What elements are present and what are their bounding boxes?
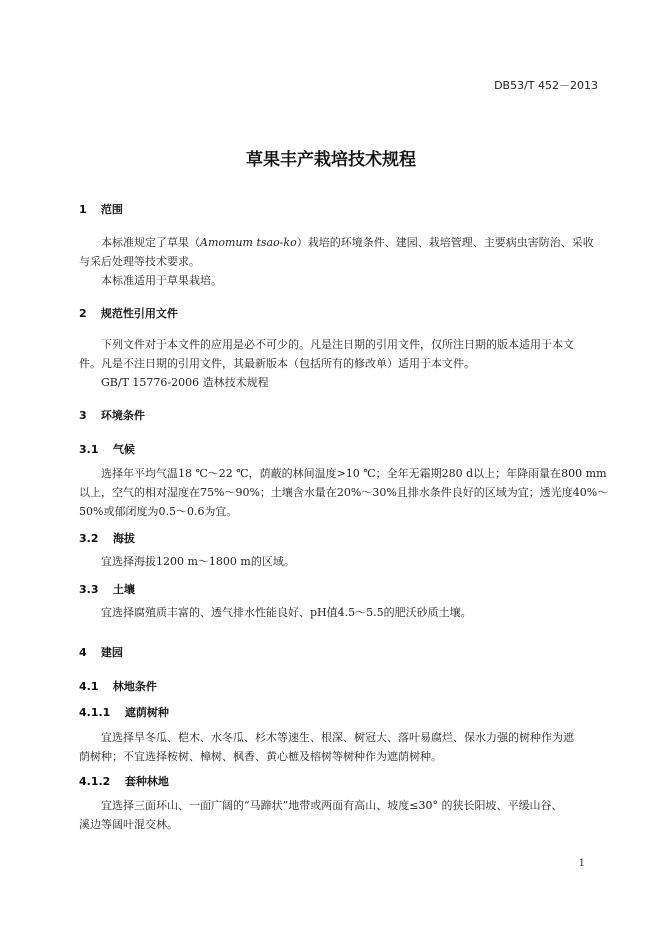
page-number: 1: [578, 858, 585, 869]
text-line: 与采后处理等技术要求。: [79, 255, 200, 268]
text-line: 宜选择三面环山、一面广阔的“马蹄状”地带或两面有高山、坡度≤30° 的狭长阳坡、平缓山谷、: [101, 799, 563, 812]
text-line: 50%或郁闭度为0.5～0.6为宜。: [79, 505, 238, 518]
section-4-heading: [79, 644, 123, 660]
section-3-1-heading: [79, 441, 135, 457]
section-title: 规范性引用文件: [100, 307, 178, 320]
section-title: 海拔: [112, 532, 135, 545]
latin-name: Amomum tsao-ko: [200, 236, 297, 249]
section-number: 3.3: [79, 583, 99, 596]
text-line: [79, 233, 599, 252]
text-line: 下列文件对于本文件的应用是必不可少的。凡是注日期的引用文件，仅所注日期的版本适用于本文: [101, 338, 574, 351]
section-4-1-2-paragraph: [79, 796, 599, 834]
section-3-2-paragraph: [79, 552, 599, 571]
text-line: 本标准适用于草果栽培。: [101, 274, 222, 287]
section-title: 林地条件: [112, 680, 157, 693]
section-number: 4.1: [79, 680, 99, 693]
section-number: 3: [79, 409, 87, 422]
section-4-1-1-heading: [79, 704, 169, 720]
section-4-1-2-heading: [79, 773, 169, 789]
section-2-paragraph: [79, 335, 599, 392]
section-1-heading: [79, 201, 123, 217]
text-run: 本标准规定了草果（: [101, 236, 200, 249]
text-line: 件。凡是不注日期的引用文件，其最新版本（包括所有的修改单）适用于本文件。: [79, 357, 475, 370]
section-title: 建园: [100, 646, 123, 659]
text-line: 溪边等阔叶混交林。: [79, 818, 178, 831]
text-line: 宜选择海拔1200 m～1800 m的区域。: [101, 555, 295, 568]
section-title: 土壤: [112, 583, 135, 596]
text-line: 宜选择腐殖质丰富的、透气排水性能良好、pH值4.5～5.5的肥沃砂质土壤。: [101, 606, 472, 619]
section-3-3-paragraph: [79, 603, 599, 622]
text-run: ）栽培的环境条件、建园、栽培管理、主要病虫害防治、采收: [296, 236, 594, 249]
reference-line: GB/T 15776-2006 造林技术规程: [101, 376, 269, 389]
section-number: 4.1.1: [79, 706, 111, 719]
section-title: 套种林地: [124, 775, 169, 788]
section-title: 范围: [100, 203, 123, 216]
section-2-heading: [79, 305, 178, 321]
section-number: 3.2: [79, 532, 99, 545]
section-title: 气候: [112, 443, 135, 456]
section-title: 遮荫树种: [124, 706, 169, 719]
section-number: 3.1: [79, 443, 99, 456]
section-title: 环境条件: [100, 409, 145, 422]
section-3-1-paragraph: [79, 464, 609, 521]
document-code: DB53/T 452－2013: [494, 79, 598, 92]
text-line: 荫树种；不宜选择桉树、樟树、枫香、黄心樜及榕树等树种作为遮荫树种。: [79, 750, 442, 763]
section-3-2-heading: [79, 530, 135, 546]
section-number: 4: [79, 646, 87, 659]
section-1-paragraph-1: [79, 233, 599, 290]
section-3-3-heading: [79, 581, 135, 597]
text-line: 以上，空气的相对湿度在75%～90%；土壤含水量在20%～30%且排水条件良好的区域为宜；透光度40%～: [79, 486, 609, 499]
section-number: 1: [79, 203, 87, 216]
section-4-1-heading: [79, 678, 157, 694]
section-number: 4.1.2: [79, 775, 111, 788]
document-title: 草果丰产栽培技术规程: [246, 150, 416, 170]
text-line: 选择年平均气温18 ℃～22 ℃，荫蔽的林间温度>10 ℃；全年无霜期280 d以上；年降雨量在800 mm: [101, 467, 607, 480]
text-line: 宜选择旱冬瓜、桤木、水冬瓜、杉木等速生、根深、树冠大、落叶易腐烂、保水力强的树种作为遮: [101, 731, 574, 744]
section-4-1-1-paragraph: [79, 728, 599, 766]
section-3-heading: [79, 407, 145, 423]
section-number: 2: [79, 307, 87, 320]
